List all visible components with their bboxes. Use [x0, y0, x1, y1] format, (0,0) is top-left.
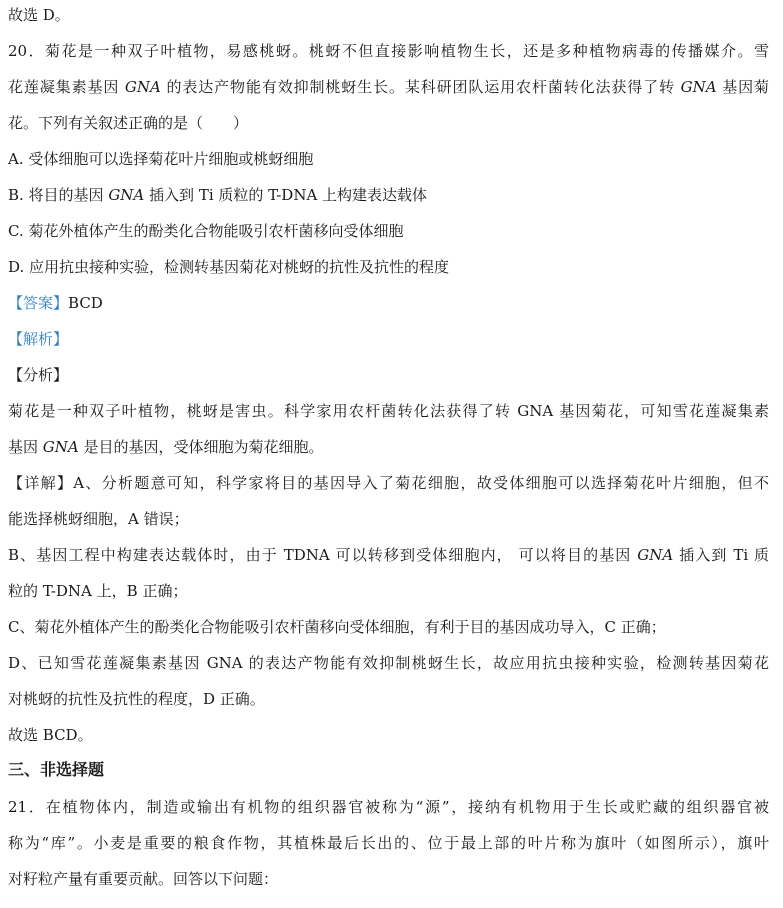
gene-name: GNA — [637, 546, 674, 564]
fenxi-line-2: 基因 GNA 是目的基因，受体细胞为菊花细胞。 — [8, 438, 324, 456]
q20-conclusion: 故选 BCD。 — [8, 726, 93, 744]
q20-stem-line-1: 20．菊花是一种双子叶植物，易感桃蚜。桃蚜不但直接影响植物生长，还是多种植物病毒的传播媒介。雪 — [8, 42, 769, 60]
section-heading: 三、非选择题 — [8, 760, 105, 779]
q20-answer — [8, 293, 769, 313]
analysis-label: 【解析】 — [8, 330, 69, 348]
q20-option-b: B. 将目的基因 GNA 插入到 Ti 质粒的 T-DNA 上构建表达载体 — [8, 186, 428, 204]
q20-option-a: A. 受体细胞可以选择菊花叶片细胞或桃蚜细胞 — [8, 150, 314, 168]
gene-name: GNA — [42, 438, 79, 456]
fenxi-line-1: 菊花是一种双子叶植物，桃蚜是害虫。科学家用农杆菌转化法获得了转 GNA 基因菊花，可知雪花莲凝集素 — [8, 402, 769, 420]
xiangjie-d-line-1: D、已知雪花莲凝集素基因 GNA 的表达产物能有效抑制桃蚜生长，故应用抗虫接种实验，检测转基因菊花 — [8, 654, 769, 672]
xiangjie-a-line-2: 能选择桃蚜细胞，A 错误； — [8, 510, 189, 528]
gene-name: GNA — [108, 186, 145, 204]
xiangjie-b-line-1: B、基因工程中构建表达载体时，由于 TDNA 可以转移到受体细胞内， 可以将目的基因 GNA 插入到 Ti 质 — [8, 546, 770, 564]
answer-label: 【答案】 — [8, 294, 69, 312]
gene-name: GNA — [680, 78, 717, 96]
fenxi-heading: 【分析】 — [8, 366, 69, 384]
xiangjie-d-line-2: 对桃蚜的抗性及抗性的程度，D 正确。 — [8, 690, 265, 708]
xiangjie-c: C、菊花外植体产生的酚类化合物能吸引农杆菌移向受体细胞，有利于目的基因成功导入，C 正确； — [8, 618, 666, 636]
q20-stem-line-3: 花。下列有关叙述正确的是（ ） — [8, 114, 249, 132]
answer-value: BCD — [68, 294, 103, 312]
xiangjie-b-line-2: 粒的 T-DNA 上，B 正确； — [8, 582, 188, 600]
q21-stem-line-1: 21．在植物体内，制造或输出有机物的组织器官被称为“源”，接纳有机物用于生长或贮藏的组织器官被 — [8, 798, 769, 816]
xiangjie-label: 【详解】 — [8, 474, 74, 492]
xiangjie-a-line-1: 【详解】A、分析题意可知，科学家将目的基因导入了菊花细胞，故受体细胞可以选择菊花叶片细胞，但不 — [8, 474, 769, 492]
prev-answer-conclusion: 故选 D。 — [8, 6, 70, 24]
q20-option-c: C. 菊花外植体产生的酚类化合物能吸引农杆菌移向受体细胞 — [8, 222, 404, 240]
q20-option-d: D. 应用抗虫接种实验，检测转基因菊花对桃蚜的抗性及抗性的程度 — [8, 258, 450, 276]
gene-name: GNA — [124, 78, 161, 96]
q20-analysis-heading — [8, 329, 769, 349]
q20-stem-line-2: 花莲凝集素基因 GNA 的表达产物能有效抑制桃蚜生长。某科研团队运用农杆菌转化法获得了转 GNA 基因菊 — [8, 78, 769, 96]
q21-stem-line-3: 对籽粒产量有重要贡献。回答以下问题： — [8, 870, 279, 888]
q21-stem-line-2: 称为“库”。小麦是重要的粮食作物，其植株最后长出的、位于最上部的叶片称为旗叶（如图所示），旗叶 — [8, 834, 769, 852]
